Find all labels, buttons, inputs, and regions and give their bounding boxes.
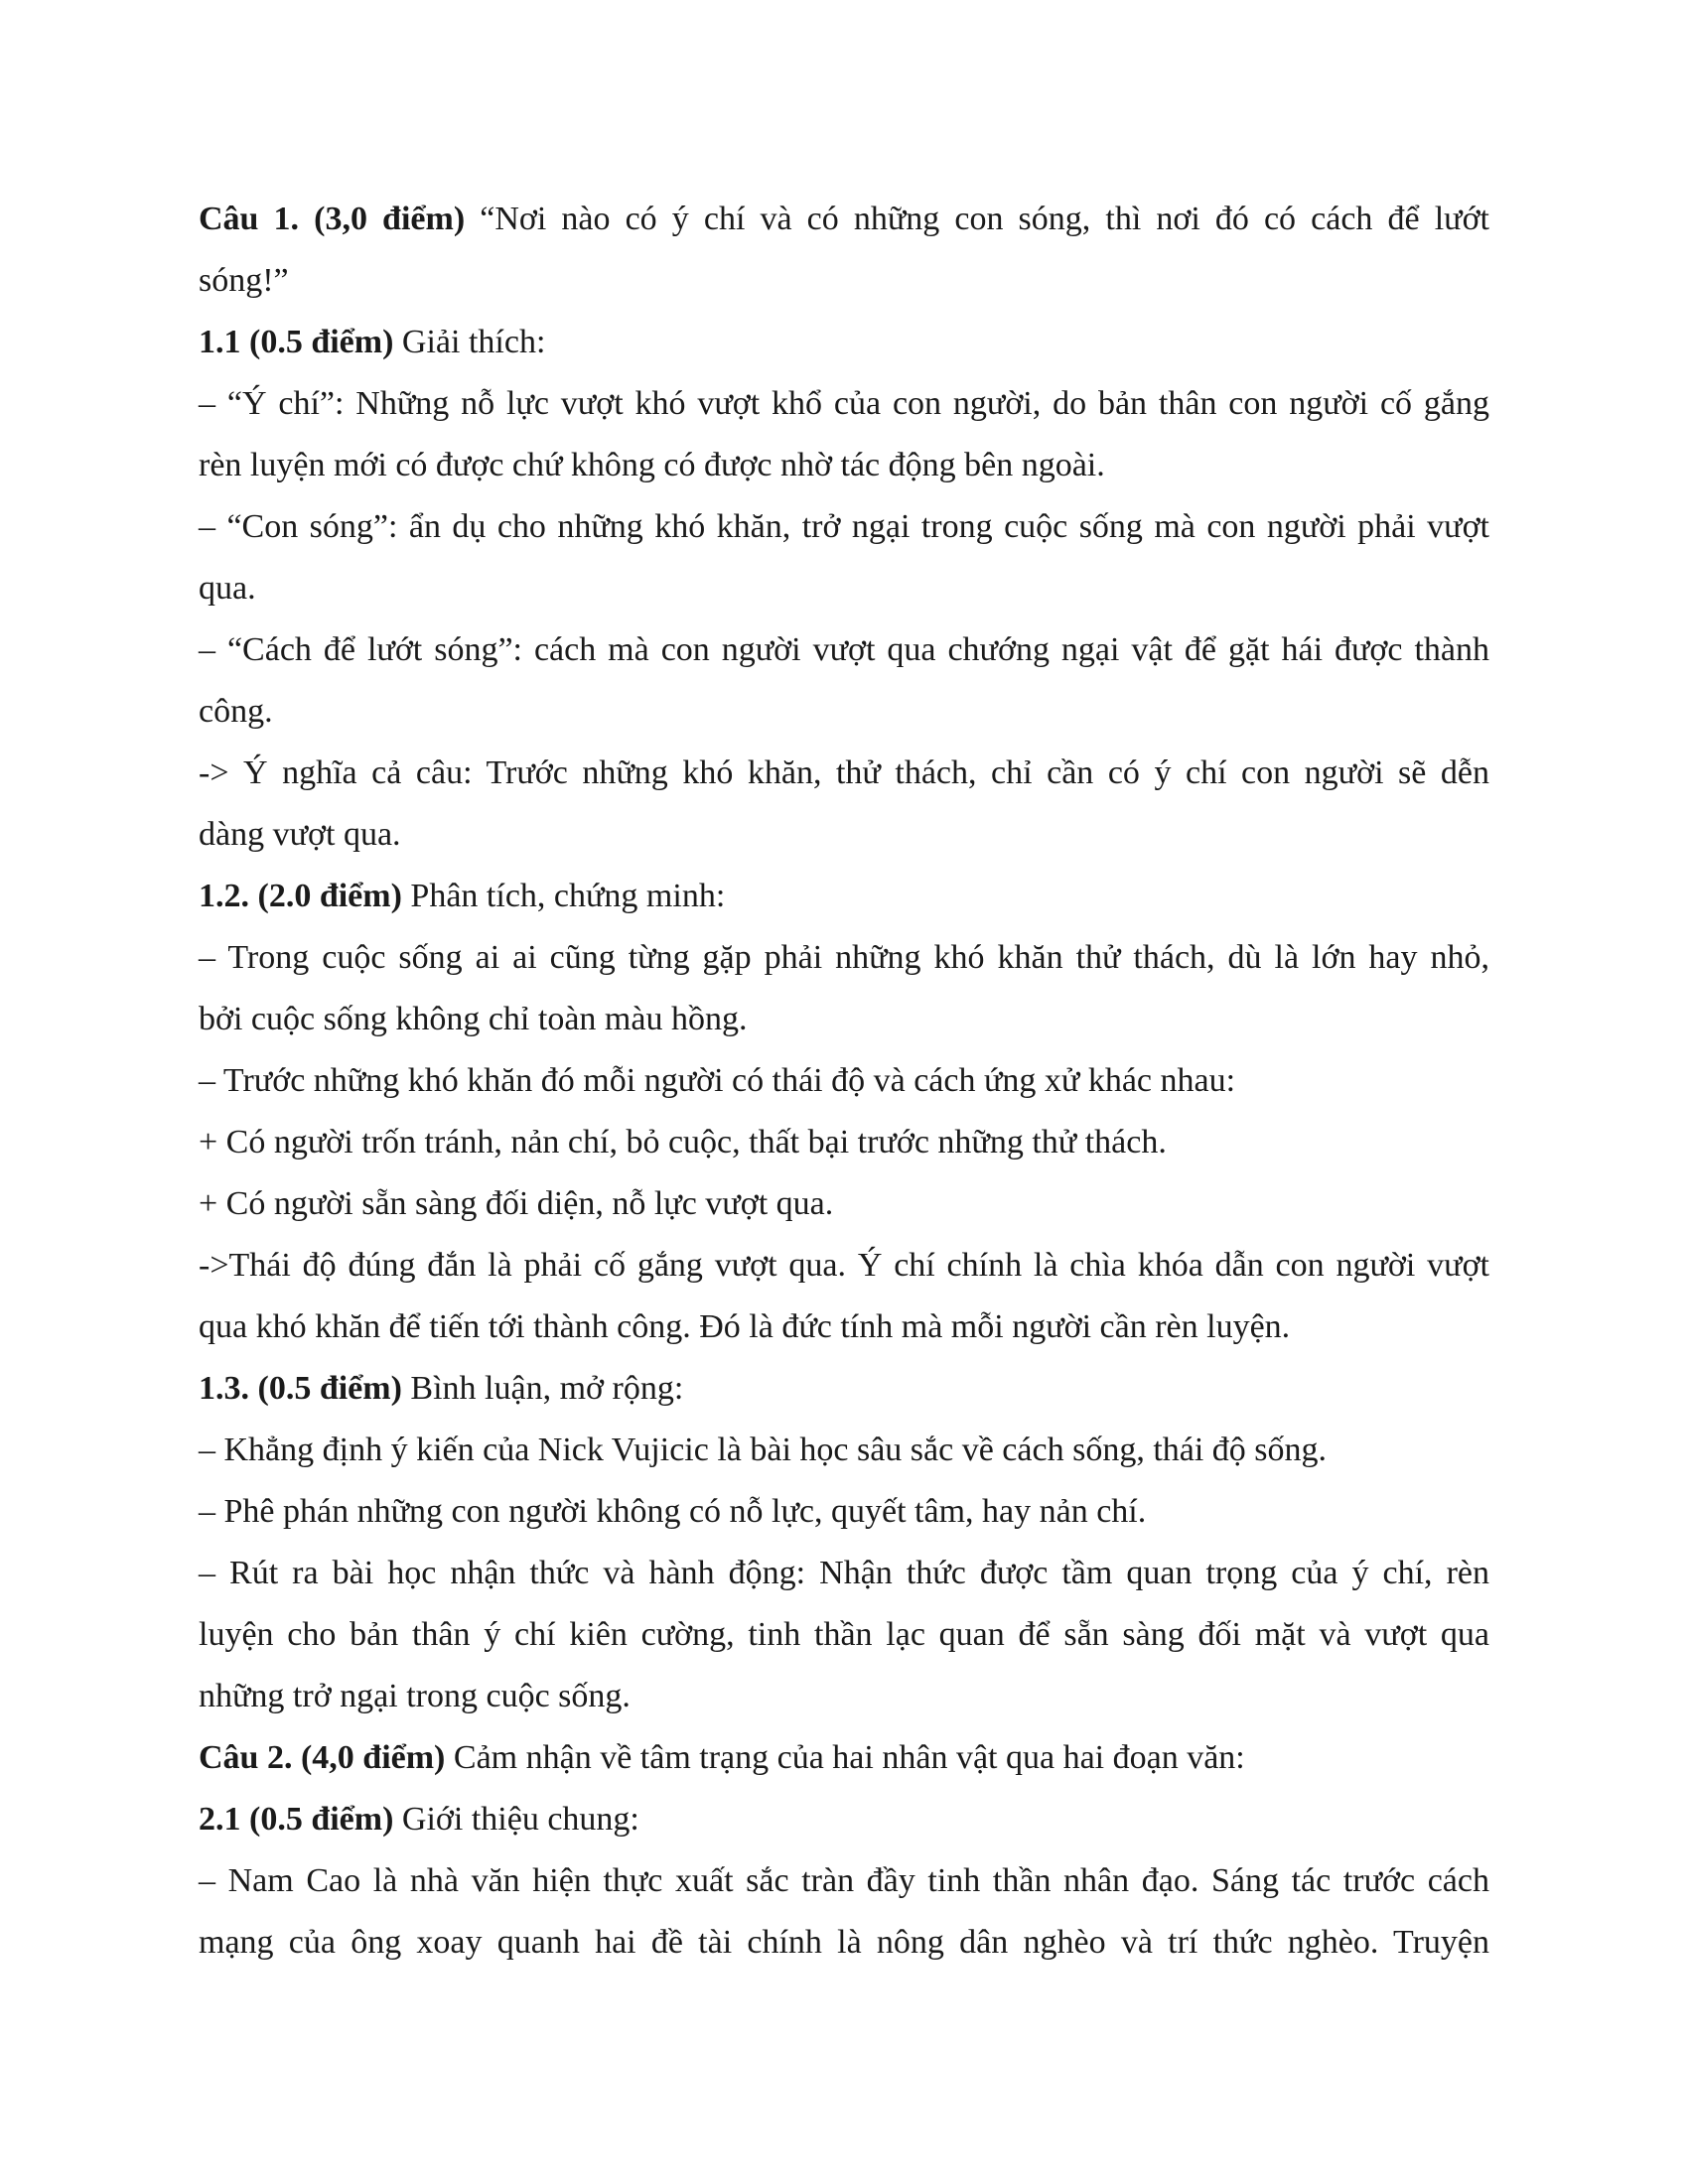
line-text: “Nơi nào có ý chí và có những con sóng, thì nơi đó có cách để lướt <box>465 201 1489 237</box>
line-text: mạng của ông xoay quanh hai đề tài chính là nông dân nghèo và trí thức nghèo. Truyện <box>199 1924 1489 1961</box>
line-text: Bình luận, mở rộng: <box>401 1370 684 1407</box>
line-text: – Khẳng định ý kiến của Nick Vujicic là bài học sâu sắc về cách sống, thái độ sống. <box>199 1432 1328 1468</box>
text-line <box>199 373 1489 435</box>
text-line <box>199 1112 1489 1173</box>
text-line <box>199 927 1489 989</box>
line-text: luyện cho bản thân ý chí kiên cường, tinh thần lạc quan để sẵn sàng đối mặt và vượt qua <box>199 1616 1489 1653</box>
line-text: sóng!” <box>199 262 289 299</box>
heading-label: 1.1 (0.5 điểm) <box>199 324 394 360</box>
text-line <box>199 743 1489 804</box>
text-line <box>199 1727 1489 1789</box>
heading-label: 2.1 (0.5 điểm) <box>199 1801 394 1838</box>
line-text: – Nam Cao là nhà văn hiện thực xuất sắc tràn đầy tinh thần nhân đạo. Sáng tác trước cách <box>199 1862 1489 1899</box>
text-line <box>199 558 1489 619</box>
text-line <box>199 1789 1489 1850</box>
text-line <box>199 1235 1489 1297</box>
line-text: bởi cuộc sống không chỉ toàn màu hồng. <box>199 1001 748 1037</box>
text-line <box>199 435 1489 496</box>
text-line <box>199 1912 1489 1974</box>
line-text: qua. <box>199 570 256 607</box>
text-line <box>199 312 1489 373</box>
line-text: những trở ngại trong cuộc sống. <box>199 1678 631 1714</box>
heading-label: 1.2. (2.0 điểm) <box>199 878 402 914</box>
text-line <box>199 1420 1489 1481</box>
line-text: – Phê phán những con người không có nỗ lực, quyết tâm, hay nản chí. <box>199 1493 1147 1530</box>
heading-label: Câu 2. (4,0 điểm) <box>199 1739 446 1776</box>
line-text: + Có người trốn tránh, nản chí, bỏ cuộc, thất bại trước những thử thách. <box>199 1124 1167 1160</box>
line-text: công. <box>199 693 273 730</box>
text-line <box>199 250 1489 312</box>
line-text: ->Thái độ đúng đắn là phải cố gắng vượt qua. Ý chí chính là chìa khóa dẫn con người vượt <box>199 1247 1489 1284</box>
document-page <box>199 189 1489 1974</box>
text-line <box>199 1050 1489 1112</box>
text-line <box>199 1850 1489 1912</box>
text-line <box>199 1358 1489 1420</box>
line-text: – “Ý chí”: Những nỗ lực vượt khó vượt khổ của con người, do bản thân con người cố gắng <box>199 385 1489 422</box>
line-text: – Trước những khó khăn đó mỗi người có thái độ và cách ứng xử khác nhau: <box>199 1062 1236 1099</box>
text-line <box>199 866 1489 927</box>
text-line <box>199 1297 1489 1358</box>
text-line <box>199 1173 1489 1235</box>
line-text: rèn luyện mới có được chứ không có được nhờ tác động bên ngoài. <box>199 447 1105 483</box>
line-text: dàng vượt qua. <box>199 816 401 853</box>
text-line <box>199 619 1489 681</box>
text-line <box>199 1543 1489 1604</box>
line-text: Cảm nhận về tâm trạng của hai nhân vật qua hai đoạn văn: <box>445 1739 1245 1776</box>
line-text: Phân tích, chứng minh: <box>401 878 726 914</box>
line-text: – Trong cuộc sống ai ai cũng từng gặp phải những khó khăn thử thách, dù là lớn hay nhỏ, <box>199 939 1489 976</box>
text-line <box>199 189 1489 250</box>
heading-label: 1.3. (0.5 điểm) <box>199 1370 402 1407</box>
line-text: Giải thích: <box>393 324 546 360</box>
text-line <box>199 804 1489 866</box>
text-line <box>199 681 1489 743</box>
text-line <box>199 1666 1489 1727</box>
text-line <box>199 1481 1489 1543</box>
line-text: – “Con sóng”: ẩn dụ cho những khó khăn, trở ngại trong cuộc sống mà con người phải vượt <box>199 508 1489 545</box>
text-line <box>199 989 1489 1050</box>
line-text: – Rút ra bài học nhận thức và hành động: Nhận thức được tầm quan trọng của ý chí, rèn <box>199 1555 1489 1591</box>
heading-label: Câu 1. (3,0 điểm) <box>199 201 466 237</box>
line-text: + Có người sẵn sàng đối diện, nỗ lực vượt qua. <box>199 1185 834 1222</box>
text-line <box>199 496 1489 558</box>
text-line <box>199 1604 1489 1666</box>
line-text: Giới thiệu chung: <box>393 1801 639 1838</box>
line-text: qua khó khăn để tiến tới thành công. Đó là đức tính mà mỗi người cần rèn luyện. <box>199 1308 1291 1345</box>
line-text: – “Cách để lướt sóng”: cách mà con người vượt qua chướng ngại vật để gặt hái được thành <box>199 631 1489 668</box>
line-text: -> Ý nghĩa cả câu: Trước những khó khăn, thử thách, chỉ cần có ý chí con người sẽ dễn <box>199 754 1489 791</box>
